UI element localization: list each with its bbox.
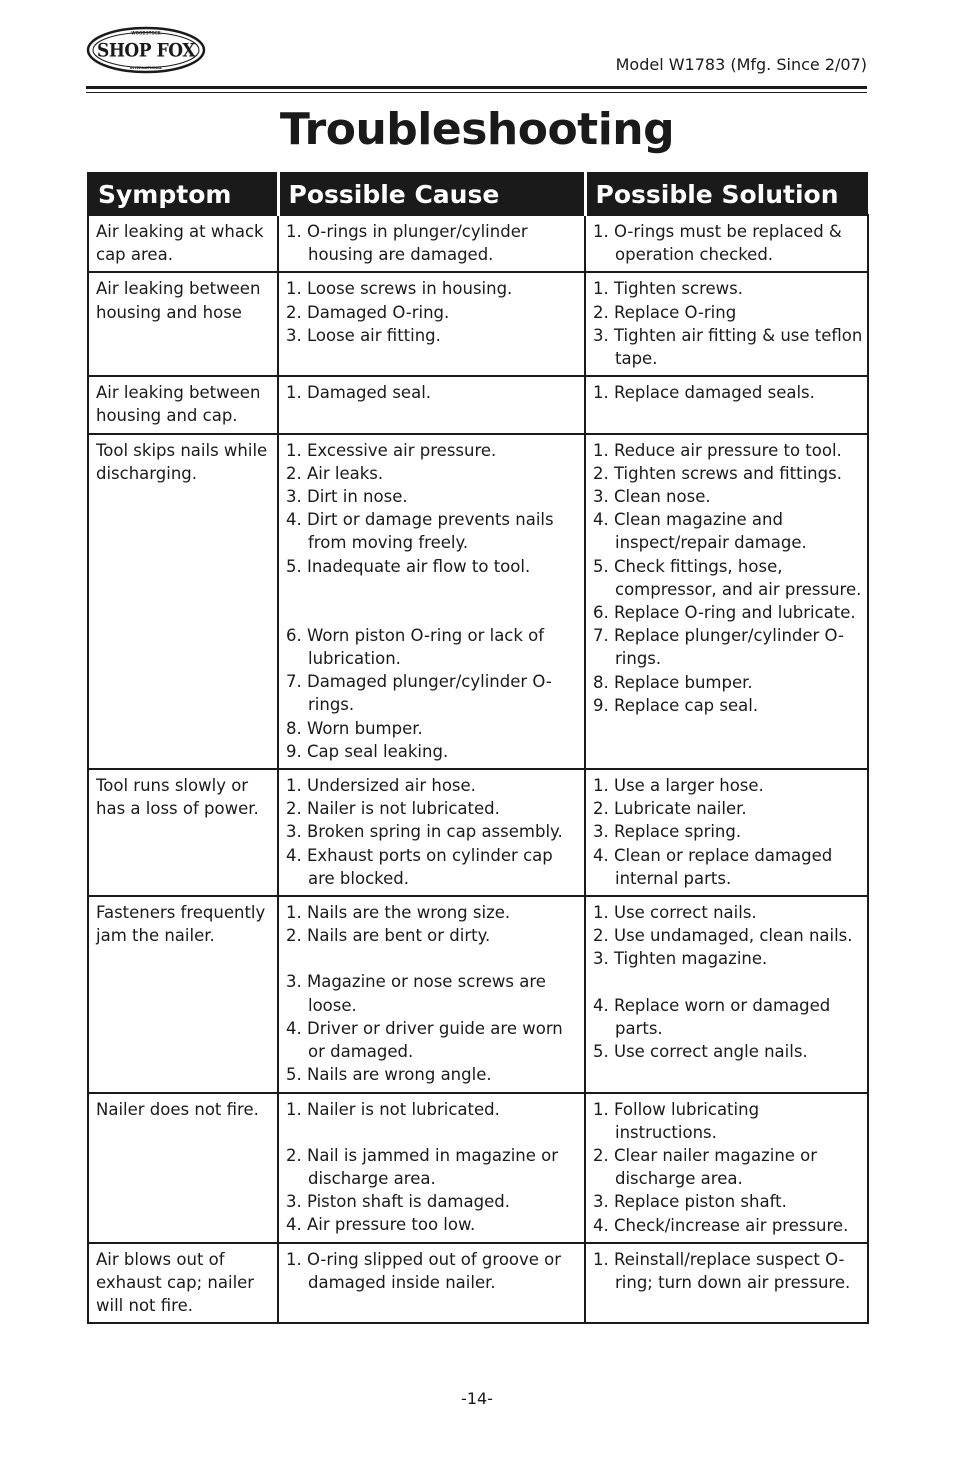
- page-number: -14-: [461, 1389, 493, 1408]
- cause-item: 1. Damaged seal.: [286, 383, 432, 403]
- shop-fox-logo: [86, 26, 206, 74]
- logo-ring-top: WOODSTOCK: [131, 30, 161, 36]
- symptom-cell: Air leaking between housing and hose: [88, 272, 278, 376]
- table-header-row: [88, 172, 868, 215]
- header-possible-cause: Possible Cause: [278, 172, 585, 215]
- page-title: Troubleshooting: [279, 104, 675, 155]
- cause-item: 6. Worn piston O-ring or lack of lubrication.: [286, 625, 545, 669]
- solution-item: 9. Replace cap seal.: [593, 695, 759, 715]
- solution-item: 1. Replace damaged seals.: [593, 383, 815, 403]
- solution-item: 3. Replace piston shaft.: [593, 1192, 787, 1212]
- solution-item: 1. Reinstall/replace suspect O-ring; turn down air pressure.: [593, 1249, 851, 1292]
- cause-item: 1. Undersized air hose.: [286, 776, 476, 796]
- cause-item: 4. Dirt or damage prevents nails from moving freely.: [286, 510, 554, 553]
- symptom-cell: Fasteners frequently jam the nailer.: [88, 896, 278, 1092]
- solution-item: 6. Replace O-ring and lubricate.: [593, 603, 856, 623]
- solution-item: 3. Clean nose.: [593, 487, 711, 507]
- cause-cell: [278, 1093, 585, 1243]
- cause-item: 9. Cap seal leaking.: [286, 741, 449, 761]
- solution-item: 4. Clean or replace damaged internal parts.: [593, 845, 833, 888]
- header-rule-thin: [86, 92, 867, 93]
- cause-item: 5. Inadequate air flow to tool.: [286, 556, 531, 576]
- cause-item: 1. Nails are the wrong size.: [286, 903, 511, 923]
- cause-item: 1. O-ring slipped out of groove or damaged inside nailer.: [286, 1249, 562, 1292]
- cause-item: 1. Nailer is not lubricated.: [286, 1099, 500, 1119]
- solution-item: 2. Use undamaged, clean nails.: [593, 926, 853, 946]
- cause-item: 3. Dirt in nose.: [286, 487, 408, 507]
- cause-item: 2. Damaged O-ring.: [286, 302, 450, 322]
- solution-cell: [585, 376, 868, 433]
- logo-wordmark: SHOP FOX: [97, 39, 196, 62]
- cause-item: 2. Nails are bent or dirty.: [286, 926, 491, 946]
- table-row: [88, 896, 868, 1092]
- symptom-cell: Tool skips nails while discharging.: [88, 434, 278, 769]
- solution-item: 5. Use correct angle nails.: [593, 1042, 808, 1062]
- table-row: [88, 215, 868, 272]
- solution-cell: [585, 434, 868, 769]
- cause-item: 2. Nail is jammed in magazine or discharge area.: [286, 1145, 559, 1188]
- cause-item: 3. Loose air fitting.: [286, 325, 441, 345]
- solution-cell: [585, 272, 868, 376]
- solution-item: 2. Replace O-ring: [593, 302, 737, 322]
- cause-item: 7. Damaged plunger/cylinder O-rings.: [286, 672, 552, 715]
- cause-cell: [278, 215, 585, 272]
- solution-cell: [585, 769, 868, 896]
- solution-item: 2. Lubricate nailer.: [593, 799, 747, 819]
- solution-item: 4. Check/increase air pressure.: [593, 1215, 849, 1235]
- solution-item: 1. Reduce air pressure to tool.: [593, 440, 842, 460]
- cause-cell: [278, 376, 585, 433]
- table-row: [88, 434, 868, 769]
- solution-cell: [585, 1243, 868, 1324]
- solution-item: 1. Tighten screws.: [593, 279, 743, 299]
- solution-item: 4. Clean magazine and inspect/repair damage.: [593, 510, 807, 553]
- solution-item: 1. Use a larger hose.: [593, 776, 764, 796]
- model-number: Model W1783 (Mfg. Since 2/07): [615, 55, 867, 74]
- solution-item: 4. Replace worn or damaged parts.: [593, 995, 831, 1038]
- solution-item: 3. Tighten air fitting & use teflon tape.: [593, 325, 863, 369]
- table-row: [88, 1243, 868, 1324]
- cause-cell: [278, 1243, 585, 1324]
- symptom-cell: Air blows out of exhaust cap; nailer will not fire.: [88, 1243, 278, 1324]
- solution-item: 1. Use correct nails.: [593, 903, 757, 923]
- cause-item: 1. O-rings in plunger/cylinder housing are damaged.: [286, 222, 528, 265]
- cause-item: 3. Broken spring in cap assembly.: [286, 822, 563, 842]
- solution-item: 1. Follow lubricating instructions.: [593, 1099, 760, 1142]
- solution-item: 3. Tighten magazine.: [593, 949, 768, 969]
- cause-item: 8. Worn bumper.: [286, 718, 423, 738]
- cause-item: 3. Piston shaft is damaged.: [286, 1192, 510, 1212]
- solution-item: 5. Check fittings, hose, compressor, and air pressure.: [593, 556, 862, 599]
- cause-item: 3. Magazine or nose screws are loose.: [286, 972, 546, 1015]
- symptom-cell: Nailer does not fire.: [88, 1093, 278, 1243]
- cause-item: 4. Exhaust ports on cylinder cap are blocked.: [286, 845, 553, 888]
- logo-ring-bottom: INTERNATIONAL: [129, 66, 163, 70]
- solution-item: 7. Replace plunger/cylinder O-rings.: [593, 626, 844, 669]
- table-row: [88, 1093, 868, 1243]
- symptom-cell: Air leaking between housing and cap.: [88, 376, 278, 433]
- cause-cell: [278, 769, 585, 896]
- solution-cell: [585, 1093, 868, 1243]
- solution-item: 2. Tighten screws and fittings.: [593, 463, 842, 483]
- table-row: [88, 376, 868, 433]
- cause-item: 1. Loose screws in housing.: [286, 279, 513, 299]
- header-symptom: Symptom: [88, 172, 278, 215]
- cause-item: 2. Air leaks.: [286, 463, 384, 483]
- header-possible-solution: Possible Solution: [585, 172, 868, 215]
- cause-item: 4. Air pressure too low.: [286, 1215, 476, 1235]
- solution-cell: [585, 896, 868, 1092]
- header-rule-thick: [86, 86, 867, 89]
- solution-item: 2. Clear nailer magazine or discharge area.: [593, 1145, 818, 1189]
- symptom-cell: Air leaking at whack cap area.: [88, 215, 278, 272]
- symptom-cell: Tool runs slowly or has a loss of power.: [88, 769, 278, 896]
- cause-cell: [278, 272, 585, 376]
- cause-item: 2. Nailer is not lubricated.: [286, 799, 500, 819]
- table-row: [88, 272, 868, 376]
- troubleshooting-table: [87, 172, 869, 1324]
- cause-item: 4. Driver or driver guide are worn or damaged.: [286, 1018, 563, 1062]
- solution-cell: [585, 215, 868, 272]
- cause-cell: [278, 434, 585, 769]
- solution-item: 1. O-rings must be replaced & operation checked.: [593, 222, 842, 265]
- solution-item: 3. Replace spring.: [593, 822, 742, 842]
- cause-cell: [278, 896, 585, 1092]
- table-row: [88, 769, 868, 896]
- solution-item: 8. Replace bumper.: [593, 672, 753, 692]
- cause-item: 5. Nails are wrong angle.: [286, 1065, 492, 1085]
- cause-item: 1. Excessive air pressure.: [286, 440, 497, 460]
